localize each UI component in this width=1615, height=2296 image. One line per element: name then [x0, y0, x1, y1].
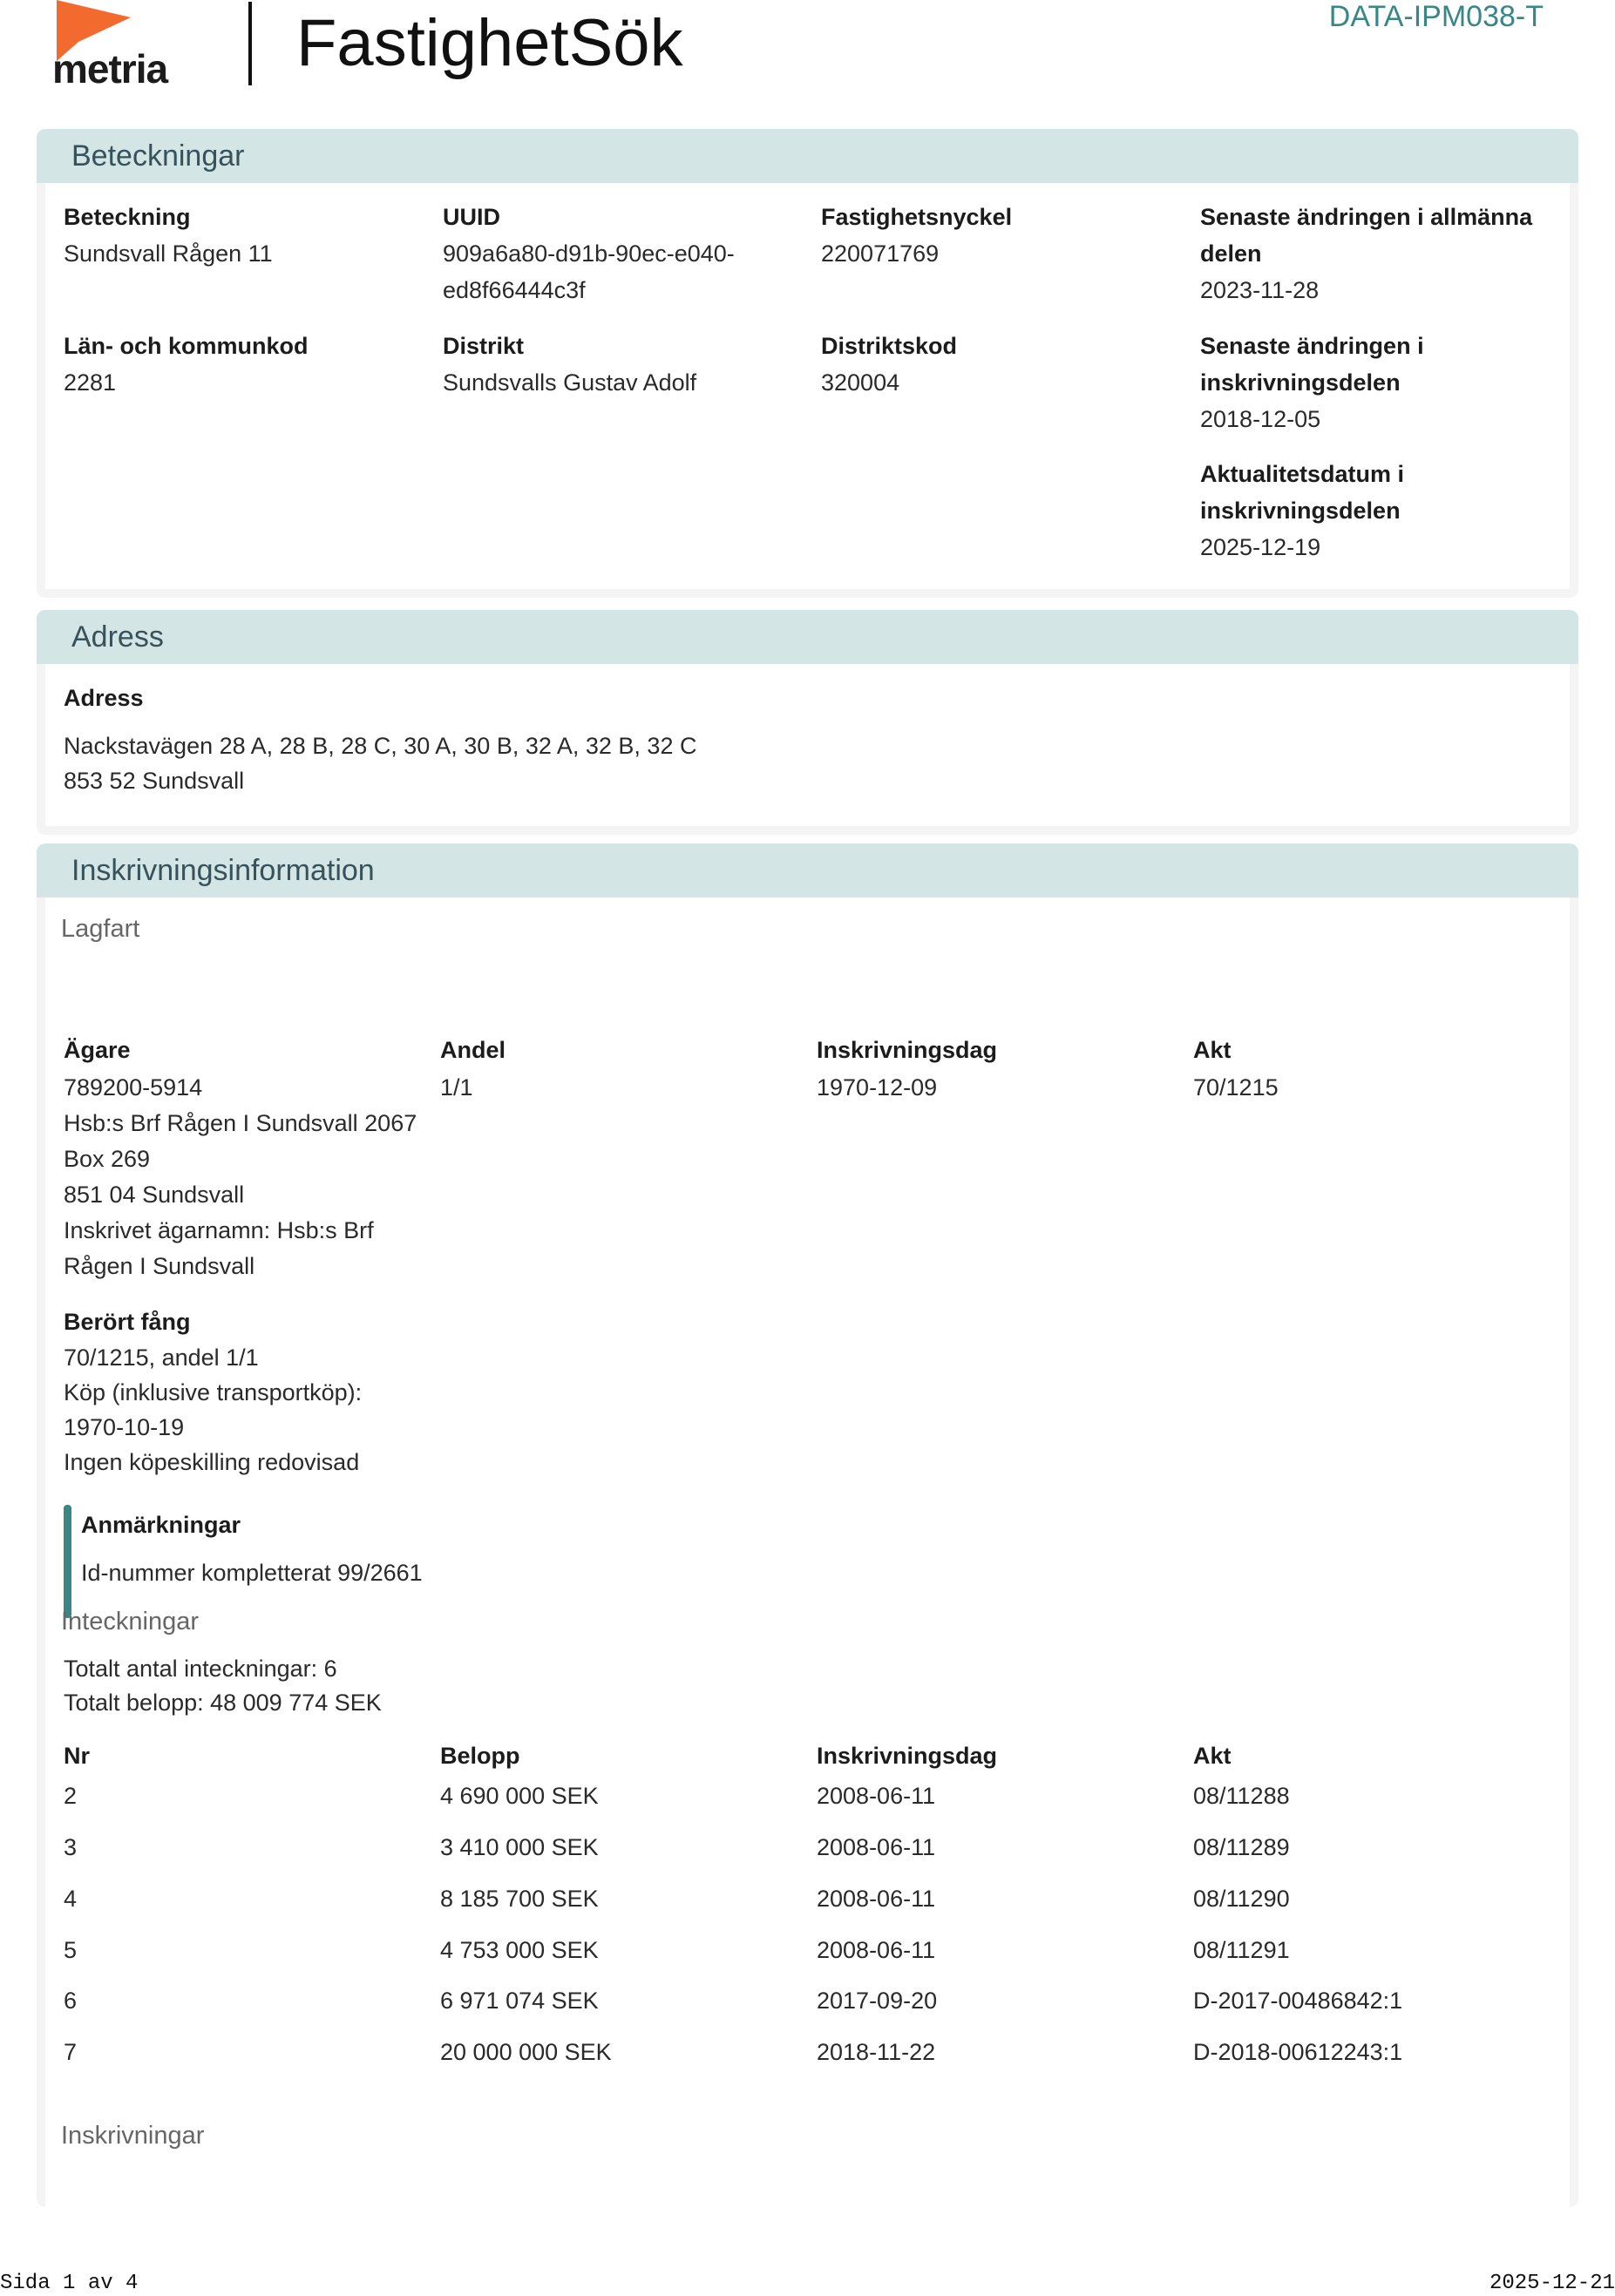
address-line: 853 52 Sundsvall	[64, 768, 245, 794]
document-code: DATA-IPM038-T	[1328, 0, 1544, 33]
section-adress	[37, 610, 1578, 835]
cell-belopp: 4 690 000 SEK	[440, 1783, 599, 1809]
cell-inskrivningsdag: 2008-06-11	[817, 1783, 936, 1809]
section-title: Adress	[37, 610, 1578, 664]
berort-line: 70/1215, andel 1/1	[64, 1344, 259, 1371]
agare-line: 789200-5914	[64, 1074, 203, 1101]
print-date: 2025-12-21	[1489, 2272, 1615, 2295]
cell-inskrivningsdag: 2008-06-11	[817, 1834, 936, 1860]
field-value: Sundsvall Rågen 11	[64, 240, 273, 267]
col-header-akt: Akt	[1193, 1037, 1232, 1063]
cell-inskrivningsdag: 2018-11-22	[817, 2039, 936, 2065]
col-header-agare: Ägare	[64, 1037, 131, 1063]
field-label: Senaste ändringen i allmänna	[1200, 204, 1533, 230]
cell-inskrivningsdag: 2008-06-11	[817, 1886, 936, 1912]
cell-belopp: 20 000 000 SEK	[440, 2039, 612, 2065]
field-label: UUID	[443, 204, 500, 230]
field-value: 2023-11-28	[1200, 277, 1320, 303]
beteckning-field	[64, 199, 273, 272]
berort-line: Ingen köpeskilling redovisad	[64, 1449, 360, 1475]
page-number: Sida 1 av 4	[0, 2272, 139, 2295]
field-label: inskrivningsdelen	[1200, 498, 1401, 524]
cell-nr: 3	[64, 1834, 78, 1860]
cell-belopp: 4 753 000 SEK	[440, 1937, 599, 1963]
section-inskrivningsinformation	[37, 843, 1578, 2207]
cell-akt: 08/11288	[1193, 1783, 1290, 1809]
inteckningar-total-amount: Totalt belopp: 48 009 774 SEK	[64, 1690, 382, 1716]
field-value: ed8f66444c3f	[443, 277, 586, 303]
distriktskod-field	[821, 328, 957, 401]
col-header-inskrivningsdag: Inskrivningsdag	[817, 1037, 998, 1063]
akt-value: 70/1215	[1193, 1074, 1279, 1101]
adress-field	[64, 680, 696, 798]
berort-line: 1970-10-19	[64, 1414, 185, 1440]
cell-akt: D-2017-00486842:1	[1193, 1988, 1403, 2014]
col-header-inskrivningsdag: Inskrivningsdag	[817, 1743, 998, 1769]
anmarkningar-label: Anmärkningar	[81, 1512, 241, 1538]
field-value: 220071769	[821, 240, 940, 267]
uuid-field	[443, 199, 735, 308]
cell-akt: D-2018-00612243:1	[1193, 2039, 1403, 2065]
berort-line: Köp (inklusive transportköp):	[64, 1379, 363, 1405]
cell-akt: 08/11290	[1193, 1886, 1290, 1912]
senaste-allmanna-field	[1200, 199, 1532, 308]
berort-fang-block	[64, 1340, 362, 1480]
inteckningar-subtitle: Inteckningar	[61, 1608, 199, 1636]
field-label: Distriktskod	[821, 333, 958, 359]
cell-nr: 7	[64, 2039, 78, 2065]
agare-line: Inskrivet ägarnamn: Hsb:s Brf	[64, 1217, 374, 1243]
field-value: 909a6a80-d91b-90ec-e040-	[443, 240, 735, 267]
field-label: Adress	[64, 685, 144, 711]
cell-nr: 5	[64, 1937, 78, 1963]
cell-inskrivningsdag: 2008-06-11	[817, 1937, 936, 1963]
cell-nr: 4	[64, 1886, 78, 1912]
agare-line: Box 269	[64, 1146, 151, 1172]
cell-nr: 6	[64, 1988, 78, 2014]
anmarkning-accent-bar	[64, 1505, 71, 1618]
lagfart-subtitle: Lagfart	[61, 915, 140, 943]
cell-inskrivningsdag: 2017-09-20	[817, 1988, 938, 2014]
page-header	[0, 0, 1615, 122]
anmarkning-value: Id-nummer kompletterat 99/2661	[81, 1560, 423, 1586]
agare-line: 851 04 Sundsvall	[64, 1182, 245, 1208]
field-value: 2018-12-05	[1200, 406, 1321, 432]
field-label: Län- och kommunkod	[64, 333, 309, 359]
field-value: 2281	[64, 369, 117, 396]
section-body	[45, 664, 1570, 826]
field-label: Distrikt	[443, 333, 525, 359]
section-title: Inskrivningsinformation	[37, 843, 1578, 897]
header-divider	[248, 2, 252, 85]
address-line: Nackstavägen 28 A, 28 B, 28 C, 30 A, 30 B, 32 A, 32 B, 32 C	[64, 733, 697, 759]
field-label: delen	[1200, 240, 1262, 267]
col-header-andel: Andel	[440, 1037, 506, 1063]
agare-line: Rågen I Sundsvall	[64, 1253, 255, 1279]
col-header-belopp: Belopp	[440, 1743, 520, 1769]
field-value: 2025-12-19	[1200, 534, 1321, 560]
app-title: FastighetSök	[296, 6, 683, 80]
andel-value: 1/1	[440, 1074, 473, 1101]
cell-belopp: 3 410 000 SEK	[440, 1834, 599, 1860]
col-header-akt: Akt	[1193, 1743, 1232, 1769]
col-header-nr: Nr	[64, 1743, 91, 1769]
field-label: Senaste ändringen i	[1200, 333, 1424, 359]
senaste-inskrivning-field	[1200, 328, 1424, 437]
field-value: 320004	[821, 369, 900, 396]
inskrivningar-subtitle: Inskrivningar	[61, 2122, 205, 2150]
field-label: Fastighetsnyckel	[821, 204, 1013, 230]
cell-akt: 08/11291	[1193, 1937, 1290, 1963]
agare-line: Hsb:s Brf Rågen I Sundsvall 2067	[64, 1110, 417, 1136]
cell-akt: 08/11289	[1193, 1834, 1290, 1860]
field-label: Aktualitetsdatum i	[1200, 461, 1405, 487]
logo-text: metria	[52, 46, 168, 91]
section-beteckningar	[37, 129, 1578, 598]
cell-nr: 2	[64, 1783, 78, 1809]
fastighetsnyckel-field	[821, 199, 1012, 272]
distrikt-field	[443, 328, 696, 401]
inteckningar-total-count: Totalt antal inteckningar: 6	[64, 1656, 337, 1682]
agare-block	[64, 1070, 417, 1284]
cell-belopp: 6 971 074 SEK	[440, 1988, 599, 2014]
aktualitetsdatum-field	[1200, 456, 1404, 566]
section-body	[45, 183, 1570, 589]
berort-fang-label: Berört fång	[64, 1309, 191, 1335]
cell-belopp: 8 185 700 SEK	[440, 1886, 599, 1912]
field-label: Beteckning	[64, 204, 191, 230]
field-label: inskrivningsdelen	[1200, 369, 1401, 396]
lan-kommunkod-field	[64, 328, 309, 401]
inskrivningsdag-value: 1970-12-09	[817, 1074, 938, 1101]
section-body	[45, 897, 1570, 2207]
section-title: Beteckningar	[37, 129, 1578, 183]
field-value: Sundsvalls Gustav Adolf	[443, 369, 697, 396]
